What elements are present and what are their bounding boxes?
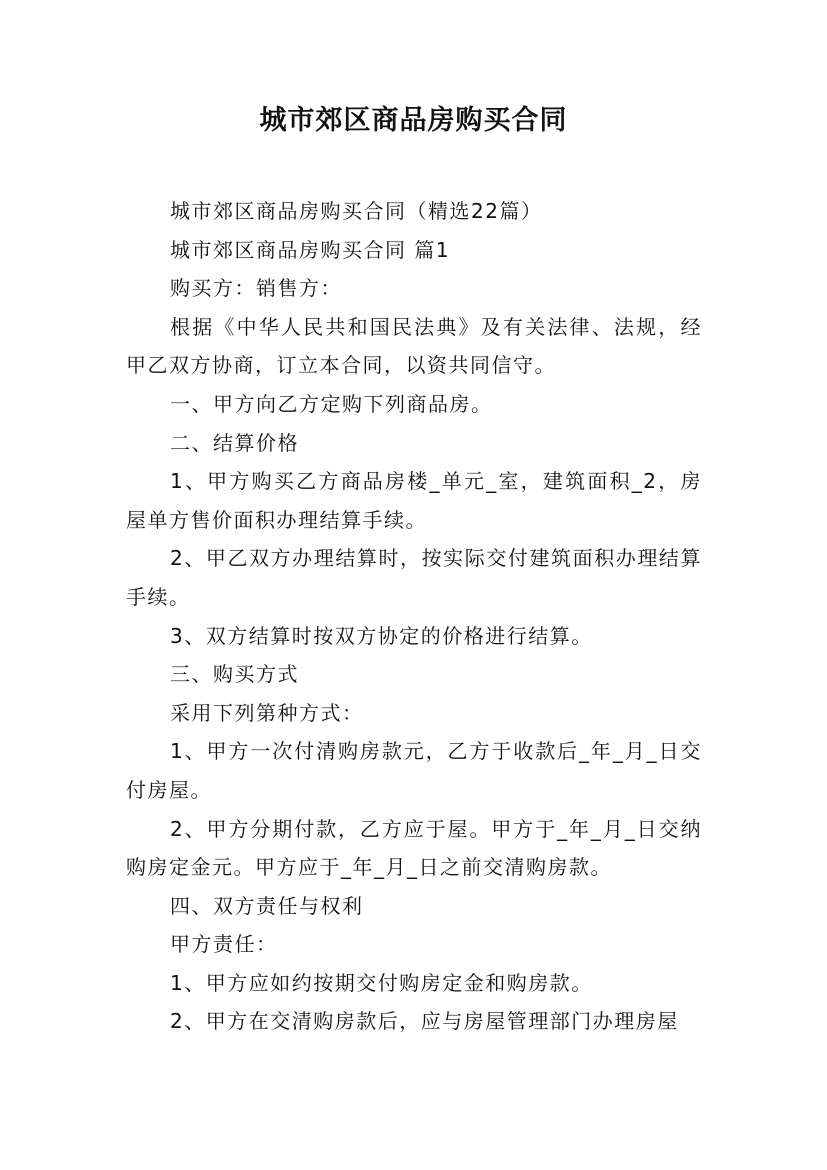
paragraph-subtitle: 城市郊区商品房购买合同（精选22篇） xyxy=(170,199,543,223)
paragraph: 2、甲方在交清购房款后，应与房屋管理部门办理房屋 xyxy=(170,1009,679,1034)
paragraph-heading: 三、购买方式 xyxy=(170,662,299,687)
paragraph-section-heading: 城市郊区商品房购买合同 篇1 xyxy=(170,237,451,262)
paragraph: 一、甲方向乙方定购下列商品房。 xyxy=(170,391,493,416)
paragraph-heading: 二、结算价格 xyxy=(170,430,299,455)
paragraph-heading: 四、双方责任与权利 xyxy=(170,893,364,918)
paragraph: 2、甲方分期付款，乙方应于屋。甲方于_年_月_日交纳购房定金元。甲方应于_年_月_日之前交清购房款。 xyxy=(126,816,702,880)
document-body xyxy=(126,192,702,1041)
paragraph: 1、甲方购买乙方商品房楼_单元_室，建筑面积_2，房屋单方售价面积办理结算手续。 xyxy=(126,469,702,532)
paragraph: 3、双方结算时按双方协定的价格进行结算。 xyxy=(170,623,593,648)
paragraph: 1、甲方一次付清购房款元，乙方于收款后_年_月_日交付房屋。 xyxy=(126,739,702,802)
paragraph: 甲方责任： xyxy=(170,932,278,957)
paragraph: 2、甲乙双方办理结算时，按实际交付建筑面积办理结算手续。 xyxy=(126,546,702,609)
paragraph-parties: 购买方：销售方： xyxy=(170,276,342,301)
paragraph: 采用下列第种方式： xyxy=(170,700,364,725)
paragraph: 根据《中华人民共和国民法典》及有关法律、法规，经甲乙双方协商，订立本合同，以资共同信守。 xyxy=(126,314,702,378)
document-title: 城市郊区商品房购买合同 xyxy=(259,105,568,136)
paragraph: 1、甲方应如约按期交付购房定金和购房款。 xyxy=(170,970,593,995)
